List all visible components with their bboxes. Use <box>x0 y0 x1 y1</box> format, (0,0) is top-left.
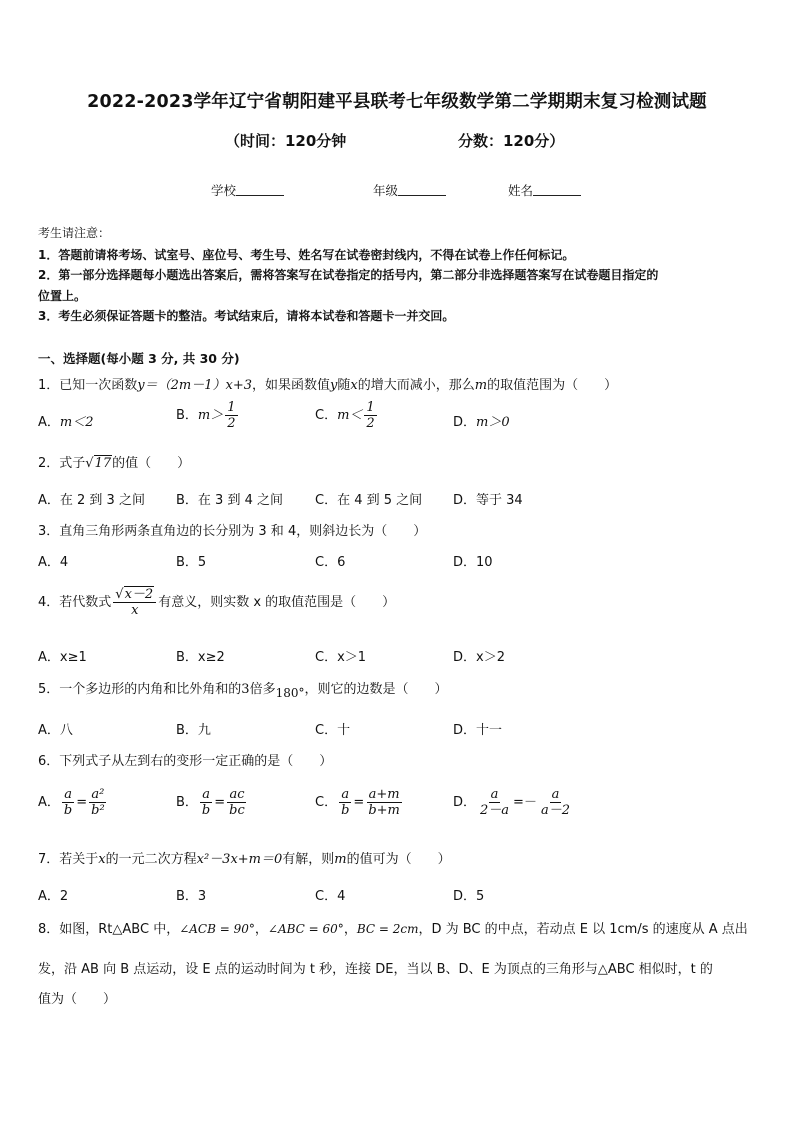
q7-var-m: m <box>334 852 347 867</box>
q6-option-a[interactable] <box>38 787 109 818</box>
fraction <box>478 787 511 818</box>
option-math: m＞ <box>197 408 224 423</box>
q7-option-b[interactable]: B．3 <box>176 889 207 904</box>
q3-option-a[interactable]: A．4 <box>38 555 69 570</box>
fraction <box>89 787 107 818</box>
fraction-den: bc <box>229 803 245 818</box>
q5-stem-2: 倍多 <box>249 682 276 697</box>
q2-option-b[interactable]: B．在 3 到 4 之间 <box>176 493 283 508</box>
q3-option-b[interactable]: B．5 <box>176 555 207 570</box>
q7-option-a[interactable]: A．2 <box>38 889 69 904</box>
q1-option-d[interactable] <box>453 411 510 430</box>
notice-heading: 考生请注意： <box>38 226 111 240</box>
equals: = <box>76 795 88 810</box>
q5-stem-3: ，则它的边数是（ ） <box>304 682 448 697</box>
section-heading: 一、选择题(每小题 3 分, 共 30 分) <box>38 351 240 366</box>
option-label: B． <box>176 408 198 423</box>
fraction <box>364 400 376 431</box>
fraction-num <box>113 587 156 603</box>
question-3: 3．直角三角形两条直角边的长分别为 3 和 4，则斜边长为（ ） <box>38 524 427 539</box>
exam-title: 2022-2023学年辽宁省朝阳建平县联考七年级数学第二学期期末复习检测试题 <box>87 92 707 112</box>
q5-degree: 180° <box>275 686 305 700</box>
q1-stem-4: 的增大而减小，那么 <box>357 378 475 393</box>
q2-option-d[interactable]: D．等于 34 <box>453 493 523 508</box>
school-blank <box>236 183 284 196</box>
fraction <box>225 400 237 431</box>
fraction <box>200 787 212 818</box>
name-label: 姓名 <box>508 183 534 198</box>
comma: ， <box>254 922 268 937</box>
name-field <box>508 181 581 199</box>
equals: = <box>353 795 365 810</box>
q4-fraction <box>113 587 156 618</box>
fraction-den: b <box>63 803 73 818</box>
option-label: D． <box>453 795 477 810</box>
q5-option-c[interactable]: C．十 <box>315 723 351 738</box>
q7-equation: x²－3x+m＝0 <box>196 852 283 867</box>
sqrt-17: √17 <box>85 456 112 471</box>
radicand: x－2 <box>124 587 154 602</box>
fraction-den: 2 <box>227 416 236 431</box>
question-2 <box>38 452 190 471</box>
option-label: C． <box>315 408 338 423</box>
grade-blank <box>398 183 446 196</box>
q1-var-m: m <box>474 378 488 393</box>
q5-option-b[interactable]: B．九 <box>176 723 211 738</box>
q4-option-d[interactable]: D．x＞2 <box>453 650 505 665</box>
question-4 <box>38 587 395 618</box>
q3-option-c[interactable]: C．6 <box>315 555 346 570</box>
q1-option-c[interactable] <box>315 400 379 431</box>
fraction-num: 1 <box>227 400 236 415</box>
exam-time: （时间：120分钟 <box>225 132 347 150</box>
question-7 <box>38 848 451 867</box>
name-blank <box>533 183 581 196</box>
q8-stem: 8．如图，Rt△ABC 中， <box>38 922 180 937</box>
equals-negative: =－ <box>513 795 537 810</box>
q5-option-a[interactable]: A．八 <box>38 723 73 738</box>
option-math: m＜ <box>337 408 363 423</box>
fraction-num: a <box>490 787 499 802</box>
q8-stem-2: ，D 为 BC 的中点，若动点 E 以 1cm/s 的速度从 A 点出 <box>418 922 748 937</box>
notice-item-2-cont: 位置上。 <box>38 289 87 303</box>
q6-option-c[interactable] <box>315 787 404 818</box>
school-label: 学校 <box>211 183 237 198</box>
q6-option-d[interactable] <box>453 787 574 818</box>
q1-option-a[interactable] <box>38 411 94 430</box>
q7-var-x: x <box>98 852 106 867</box>
sqrt: √x－2 <box>115 587 154 602</box>
q1-option-b[interactable] <box>176 400 240 431</box>
q4-option-c[interactable]: C．x＞1 <box>315 650 367 665</box>
option-label: A． <box>38 795 60 810</box>
fraction-num: a <box>64 787 72 802</box>
option-label: A． <box>38 415 60 430</box>
fraction-den: 2－a <box>480 803 510 818</box>
notice-item-2: 2．第一部分选择题每小题选出答案后，需将答案写在试卷指定的括号内，第二部分非选择题答案写在试卷题目指定的 <box>38 268 659 282</box>
q1-var-x: x <box>350 378 358 393</box>
q2-stem: 2．式子 <box>38 456 86 471</box>
q6-option-b[interactable] <box>176 787 249 818</box>
fraction-den: 2 <box>366 416 375 431</box>
fraction-den: a－2 <box>540 803 570 818</box>
fraction-den: b+m <box>368 803 400 818</box>
q5-option-d[interactable]: D．十一 <box>453 723 503 738</box>
option-label: D． <box>453 415 477 430</box>
school-field <box>211 181 284 199</box>
q8-angle-abc: ∠ABC = 60° <box>267 922 344 936</box>
q5-three: 3 <box>241 682 250 697</box>
fraction <box>366 787 402 818</box>
q7-option-c[interactable]: C．4 <box>315 889 346 904</box>
q1-stem: 1．已知一次函数 <box>38 378 138 393</box>
q1-stem-2: ，如果函数值 <box>252 378 331 393</box>
q5-stem: 5．一个多边形的内角和比外角和的 <box>38 682 242 697</box>
option-label: B． <box>176 795 198 810</box>
q2-stem-2: 的值（ ） <box>112 456 191 471</box>
q1-function: y＝（2m－1）x+3 <box>137 378 252 393</box>
fraction-num: 1 <box>366 400 375 415</box>
fraction <box>539 787 572 818</box>
fraction-num: a² <box>91 787 105 802</box>
q4-option-b[interactable]: B．x≥2 <box>176 650 225 665</box>
comma: ， <box>343 922 357 937</box>
q7-stem-2: 的一元二次方程 <box>105 852 197 867</box>
q4-stem: 4．若代数式 <box>38 595 112 610</box>
q2-option-c[interactable]: C．在 4 到 5 之间 <box>315 493 423 508</box>
notice-item-1: 1．答题前请将考场、试室号、座位号、考生号、姓名写在试卷密封线内，不得在试卷上作任何标记。 <box>38 248 575 262</box>
fraction-num: a <box>341 787 350 802</box>
fraction-den: x <box>131 603 139 618</box>
fraction-den: b <box>341 803 350 818</box>
q3-option-d[interactable]: D．10 <box>453 555 493 570</box>
option-label: C． <box>315 795 338 810</box>
q7-stem-3: 有解，则 <box>282 852 335 867</box>
q1-stem-5: 的取值范围为（ ） <box>487 378 618 393</box>
grade-label: 年级 <box>373 183 399 198</box>
grade-field <box>373 181 446 199</box>
fraction-den: b <box>201 803 211 818</box>
question-5 <box>38 678 448 700</box>
radicand: 17 <box>94 456 112 471</box>
q7-option-d[interactable]: D．5 <box>453 889 485 904</box>
q1-var-y: y <box>330 378 338 393</box>
question-1 <box>38 374 617 393</box>
exam-score: 分数：120分） <box>458 132 565 150</box>
equals: = <box>214 795 226 810</box>
question-6: 6．下列式子从左到右的变形一定正确的是（ ） <box>38 754 333 769</box>
q4-stem-2: 有意义，则实数 x 的取值范围是（ ） <box>158 595 396 610</box>
question-8 <box>38 918 748 937</box>
q8-bc-length: BC = 2cm <box>356 922 419 936</box>
q7-stem: 7．若关于 <box>38 852 99 867</box>
option-math: m＞0 <box>476 415 510 430</box>
notice-item-3: 3．考生必须保证答题卡的整洁。考试结束后，请将本试卷和答题卡一并交回。 <box>38 309 455 323</box>
q1-stem-3: 随 <box>337 378 351 393</box>
option-math: m＜2 <box>59 415 94 430</box>
q7-stem-4: 的值可为（ ） <box>346 852 451 867</box>
q8-line-2: 发，沿 AB 向 B 点运动，设 E 点的运动时间为 t 秒，连接 DE，当以 B、D、E 为顶点的三角形与△ABC 相似时，t 的 <box>38 962 713 977</box>
fraction-den: b² <box>91 803 105 818</box>
fraction <box>227 787 247 818</box>
fraction <box>339 787 351 818</box>
q8-line-3: 值为（ ） <box>38 992 117 1007</box>
q2-option-a[interactable]: A．在 2 到 3 之间 <box>38 493 145 508</box>
fraction-num: a <box>202 787 210 802</box>
q4-option-a[interactable]: A．x≥1 <box>38 650 87 665</box>
fraction-num: a+m <box>368 787 400 802</box>
fraction <box>62 787 74 818</box>
q8-angle-acb: ∠ACB = 90° <box>179 922 255 936</box>
fraction-num: ac <box>229 787 245 802</box>
fraction-num: a <box>551 787 560 802</box>
